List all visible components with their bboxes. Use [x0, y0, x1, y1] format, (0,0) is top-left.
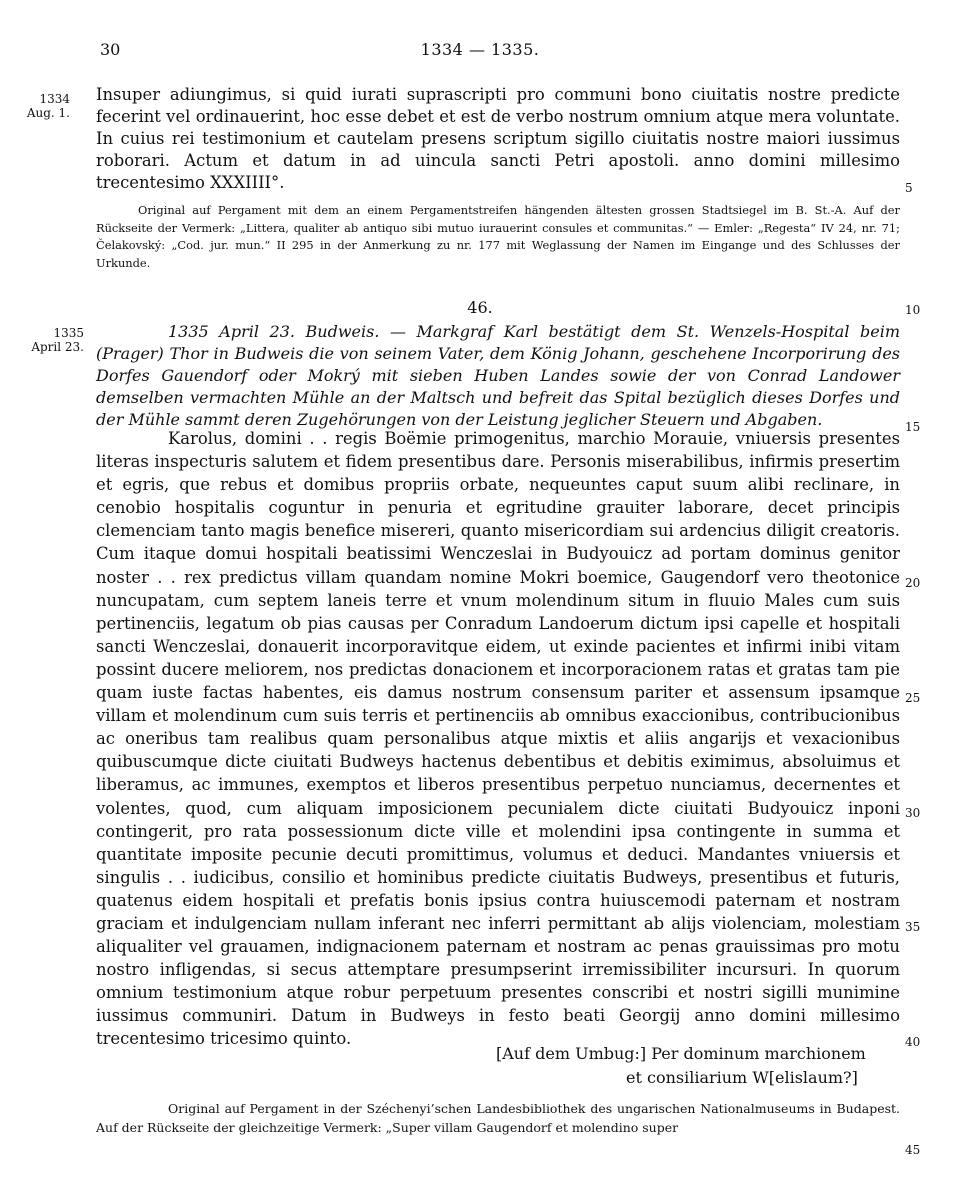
regest-text: 1335 April 23. Budweis. — Markgraf Karl bestätigt dem St. Wenzels-Hospital beim (Prager) Thor in Budweis die von seinem Vater, dem König Johann, geschehene Incorporirung des Dorfes Gauendorf oder Mokrý mit sieben Huben Landes sowie der von Conrad Landower demselben vermachten Mühle an der Maltsch und befreit das Spital bezüglich dieses Dorfes und der Mühle sammt deren Zugehörungen von der Leistung jeglicher Steuern und Abgaben. — [96, 322, 900, 429]
document-number: 46. — [467, 298, 493, 317]
line-number: 5 — [905, 181, 913, 195]
document-46-regest — [96, 321, 900, 431]
margin-date-1334 — [22, 92, 70, 120]
signature-line: et consiliarium W[elislaum?] — [626, 1068, 858, 1087]
line-number: 25 — [905, 691, 921, 705]
margin-date-1335 — [14, 326, 84, 354]
page-header — [0, 40, 960, 64]
line-number: 45 — [905, 1143, 921, 1157]
margin-date-year: 1334 — [39, 92, 70, 106]
margin-date-day: Aug. 1. — [26, 106, 70, 120]
signature-block — [496, 1042, 896, 1090]
document-46-text — [96, 427, 900, 1051]
margin-date-day: April 23. — [31, 340, 84, 354]
document-46-note — [96, 1099, 900, 1137]
margin-date-year: 1335 — [53, 326, 84, 340]
note-text: Original auf Pergament mit dem an einem Pergamentstreifen hängenden ältesten grossen Stadtsiegel im B. St.-A. Auf der Rückseite der Vermerk: „Littera, qualiter ab antiquo sibi mutuo iurauerint consules et communitas.“ — Emler: „Regesta“ IV 24, nr. 71; Čelakovský: „Cod. jur. mun.“ II 295 in der Anmerkung zu nr. 177 mit Weglassung der Namen im Eingange und des Schlusses der Urkunde. — [96, 203, 900, 270]
running-head: 1334 — 1335. — [420, 40, 540, 59]
note-text: Original auf Pergament in der Széchenyi’schen Landesbibliothek des ungarischen Nationalmuseums in Budapest. Auf der Rückseite der gleichzeitige Vermerk: „Super villam Gaugendorf et molendino super — [96, 1101, 900, 1135]
document-45-text: Insuper adiungimus, si quid iurati suprascripti pro communi bono ciuitatis nostre predicte fecerint vel ordinauerint, hoc esse debet et est de verbo nostrum omnium atque mera voluntate. In cuius rei testimonium et cautelam presens scriptum sigillo ciuitatis nostre maiori iussimus roborari. Actum et datum in ad uincula sancti Petri apostoli. anno domini millesimo trecentesimo XXXIIII°. — [96, 85, 900, 192]
line-number: 35 — [905, 920, 921, 934]
line-number: 30 — [905, 806, 921, 820]
line-number: 15 — [905, 420, 921, 434]
line-number: 20 — [905, 576, 921, 590]
line-number: 10 — [905, 303, 921, 317]
signature-line: [Auf dem Umbug:] Per dominum marchionem — [496, 1044, 866, 1063]
document-45-note — [96, 202, 900, 272]
charter-text: Karolus, domini . . regis Boëmie primogenitus, marchio Morauie, vniuersis presentes literas inspecturis salutem et fidem presentibus dare. Personis miserabilibus, infirmis presertim et egris, que rebus et domibus propriis orbate, nequeuntes caput suum alibi reclinare, in cenobio hospitalis coguntur in penuria et egritudine grauiter laborare, decet principis clemenciam tanto magis benefice misereri, quanto misericordiam sui ardencius diligit creatoris. Cum itaque domui hospitali beatissimi Wenczeslai in Budyouicz ad portam dominus genitor noster . . rex predictus villam quandam nomine Mokri boemice, Gaugendorf vero theotonice nuncupatam, cum septem laneis terre et vnum molendinum situm in fluuio Males cum suis pertinenciis, legatum ob pias causas per Conradum Landoerum dictum ipsi capelle et hospitali sancti Wenczeslai, donauerit incorporavitque eidem, ut exinde pacientes et infirmi inibi vitam possint ducere meliorem, nos predictas donacionem et incorporacionem ratas et gratas tam pie quam iuste factas habentes, eis damus nostrum consensum pariter et assensum ipsamque villam et molendinum cum suis terris et pertinenciis ab omnibus exaccionibus, contribucionibus ac oneribus tam realibus quam personalibus atque mixtis et aliis angarijs et vexacionibus quibuscumque dicte ciuitati Budweys hactenus debentibus et debitis eximimus, absoluimus et liberamus, ac immunes, exemptos et liberos presentibus perpetuo nunciamus, decernentes et volentes, quod, cum aliquam imposicionem pecunialem dicte ciuitati Budyouicz inponi contingerit, pro rata possessionum dicte ville et molendini ipsa contingente in summa et quantitate imposite pecunie decuti promittimus, volumus et deduci. Mandantes vniuersis et singulis . . iudicibus, consilio et hominibus predicte ciuitatis Budweys, presentibus et futuris, quatenus eidem hospitali et prefatis bonis ipsius contra huiuscemodi paternam et nostram graciam et indulgenciam nullam inferant nec inferri permittant ab alijs violenciam, molestiam aliqualiter vel grauamen, indignacionem paternam et nostram ac penas grauissimas pro motu nostro infligendas, si secus attemptare presumpserint irremissibiliter incursuri. In quorum omnium testimonium atque robur perpetuum presentes conscribi et nostri sigilli munimine iussimus communiri. Datum in Budweys in festo beati Georgij anno domini millesimo trecentesimo tricesimo quinto. — [96, 429, 900, 1049]
line-number: 40 — [905, 1035, 921, 1049]
page-number: 30 — [100, 40, 121, 59]
